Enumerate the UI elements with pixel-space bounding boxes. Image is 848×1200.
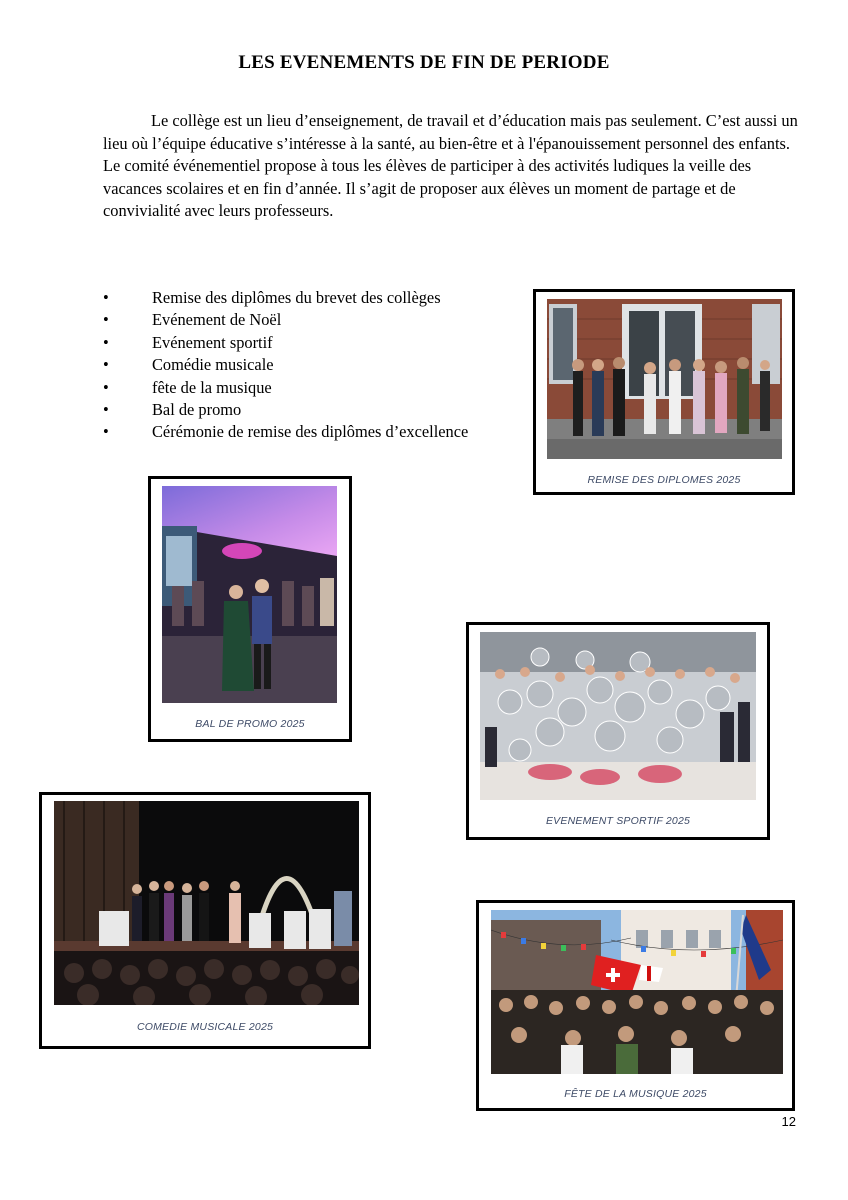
comedie-photo <box>54 801 359 1005</box>
list-item: • Comédie musicale <box>103 354 468 376</box>
intro-paragraph-1: Le collège est un lieu d’enseignement, de travail et d’éducation mais pas seulement. C’est aussi un lieu où l’équipe éducative s’intéresse à la santé, au bien-être et à l'épanouissement personnel des enfants. <box>103 111 798 153</box>
bal-photo <box>162 486 337 703</box>
list-item: • fête de la musique <box>103 377 468 399</box>
bullet-icon: • <box>103 288 109 307</box>
list-item: • Evénement de Noël <box>103 309 468 331</box>
list-item: • Evénement sportif <box>103 332 468 354</box>
bullet-icon: • <box>103 400 109 420</box>
bullet-icon: • <box>103 310 109 330</box>
page-title: LES EVENEMENTS DE FIN DE PERIODE <box>238 52 610 73</box>
list-item: • Remise des diplômes du brevet des collèges <box>103 287 468 309</box>
intro-text <box>103 110 803 223</box>
page-number: 12 <box>781 1114 796 1129</box>
sportif-photo <box>480 632 756 800</box>
photo-frame-musique <box>476 900 795 1111</box>
photo-caption: EVENEMENT SPORTIF 2025 <box>545 815 691 827</box>
list-item: • Bal de promo <box>103 399 468 421</box>
photo-caption: BAL DE PROMO 2025 <box>195 718 305 730</box>
bullet-icon: • <box>103 332 109 352</box>
photo-frame-comedie <box>39 792 371 1049</box>
intro-paragraph-2: Le comité événementiel propose à tous les élèves de participer à des activités ludiques la veille des vacances scolaires et en fin d’année. Il s’agit de proposer aux élèves un moment de partage et de convivialité avec leurs professeurs. <box>103 156 752 221</box>
musique-photo <box>491 910 783 1074</box>
photo-frame-bal <box>148 476 352 742</box>
bullet-icon: • <box>103 377 109 397</box>
photo-caption: REMISE DES DIPLOMES 2025 <box>587 474 741 486</box>
bullet-icon: • <box>103 355 109 375</box>
event-list <box>103 287 468 444</box>
diplomes-photo <box>547 299 782 459</box>
bullet-icon: • <box>103 422 109 442</box>
photo-frame-sportif <box>466 622 770 840</box>
photo-frame-diplomes <box>533 289 795 495</box>
photo-caption: FÊTE DE LA MUSIQUE 2025 <box>564 1088 707 1100</box>
photo-caption: COMEDIE MUSICALE 2025 <box>136 1021 274 1033</box>
list-item: • Cérémonie de remise des diplômes d’excellence <box>103 421 468 443</box>
